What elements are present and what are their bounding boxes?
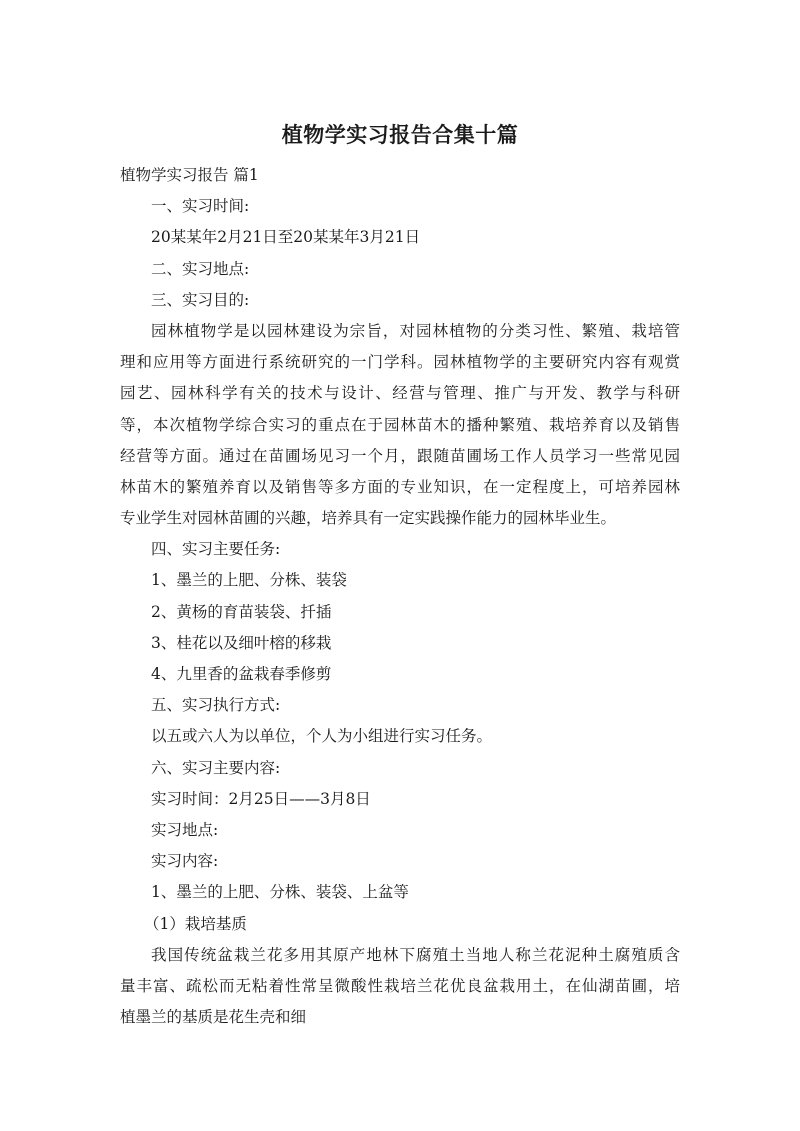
heading-internship-time: 一、实习时间: (151, 197, 250, 216)
substrate-line: 量丰富、疏松而无粘着性常呈微酸性栽培兰花优良盆栽用土，在仙湖苗圃，培 (120, 976, 680, 995)
purpose-line: 专业学生对园林苗圃的兴趣，培养具有一定实践操作能力的园林毕业生。 (120, 509, 617, 528)
task-item: 3、桂花以及细叶榕的移栽 (151, 633, 332, 652)
internship-time-detail: 实习时间：2月25日——3月8日 (151, 789, 371, 808)
substrate-paragraph (120, 940, 680, 1034)
heading-internship-purpose: 三、实习目的: (151, 290, 250, 309)
heading-internship-place: 二、实习地点: (151, 259, 250, 278)
subheading-substrate: （1）栽培基质 (144, 914, 247, 933)
task-item: 2、黄杨的育苗装袋、扦插 (151, 602, 332, 621)
internship-place-label: 实习地点: (151, 820, 219, 839)
heading-execution-method: 五、实习执行方式: (151, 696, 281, 715)
purpose-line: 园艺、园林科学有关的技术与设计、经营与管理、推广与开发、教学与科研 (120, 384, 680, 403)
substrate-line: 我国传统盆栽兰花多用其原产地林下腐殖土当地人称兰花泥种土腐殖质含 (151, 945, 680, 964)
purpose-line: 理和应用等方面进行系统研究的一门学科。园林植物学的主要研究内容有观赏 (120, 353, 680, 372)
heading-main-tasks: 四、实习主要任务: (151, 540, 281, 559)
document-title: 植物学实习报告合集十篇 (281, 123, 519, 147)
task-item: 1、墨兰的上肥、分株、装袋 (151, 571, 347, 590)
purpose-line: 经营等方面。通过在苗圃场见习一个月，跟随苗圃场工作人员学习一些常见园 (120, 446, 680, 465)
internship-content-label: 实习内容: (151, 852, 219, 871)
substrate-line: 植墨兰的基质是花生壳和细 (120, 1008, 307, 1027)
purpose-line: 园林植物学是以园林建设为宗旨，对园林植物的分类习性、繁殖、栽培管 (151, 321, 680, 340)
purpose-paragraph (120, 316, 680, 534)
section-heading: 植物学实习报告 篇1 (120, 166, 259, 184)
content-item: 1、墨兰的上肥、分株、装袋、上盆等 (151, 883, 409, 902)
purpose-line: 林苗木的繁殖养育以及销售等多方面的专业知识，在一定程度上，可培养园林 (120, 477, 680, 496)
heading-main-content: 六、实习主要内容: (151, 758, 281, 777)
document-body (120, 160, 680, 1033)
purpose-line: 等，本次植物学综合实习的重点在于园林苗木的播种繁殖、栽培养育以及销售 (120, 415, 680, 434)
internship-date-range: 20某某年2月21日至20某某年3月21日 (151, 228, 421, 247)
task-item: 4、九里香的盆栽春季修剪 (151, 665, 332, 683)
execution-method-text: 以五或六人为以单位，个人为小组进行实习任务。 (151, 727, 493, 746)
